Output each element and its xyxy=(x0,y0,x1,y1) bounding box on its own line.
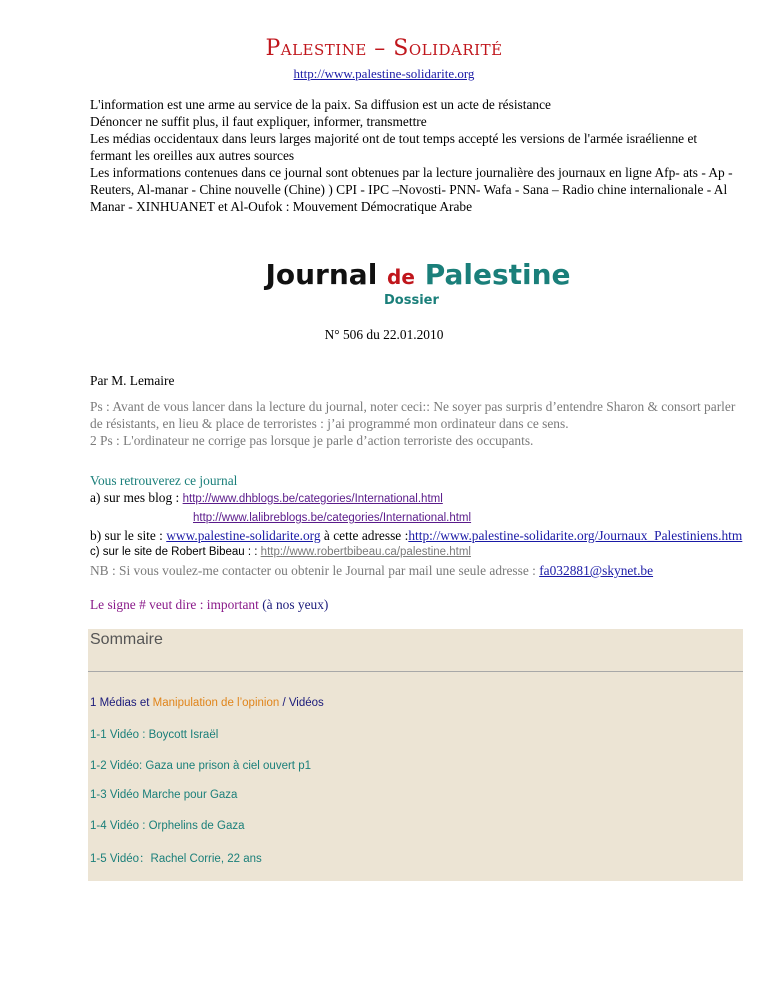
toc-item[interactable]: 1-2 Vidéo: Gaza une prison à ciel ouvert p1 xyxy=(90,760,311,772)
toc-section-1-part: 1 Médias et xyxy=(90,697,153,709)
sign-note xyxy=(90,597,328,613)
journal-title-word: de xyxy=(387,265,415,289)
toc-item[interactable]: 1-3 Vidéo Marche pour Gaza xyxy=(90,789,238,801)
postscript xyxy=(90,398,750,449)
summary-divider xyxy=(88,671,743,672)
contact-note xyxy=(90,563,760,579)
intro-line: Dénoncer ne suffit plus, il faut expliquer, informer, transmettre xyxy=(90,114,427,129)
postscript-line: Ps : Avant de vous lancer dans la lecture du journal, noter ceci:: Ne soyer pas surpris d’entendre Sharon & consort parler de résistants, en lieu & place de terroristes : j’ai programmé mon ordinateur dans ce sens. xyxy=(90,399,736,431)
journal-title-word: Journal xyxy=(265,258,378,291)
toc-section-1-part: Manipulation de l’opinion xyxy=(152,697,280,709)
blog-links-line xyxy=(90,489,750,508)
toc-item[interactable]: 1-5 Vidéo：Rachel Corrie, 22 ans xyxy=(90,853,262,865)
bibeau-link[interactable]: http://www.robertbibeau.ca/palestine.html xyxy=(260,546,471,558)
site-title: Palestine – Solidarité xyxy=(265,36,503,61)
blog-link-dhblogs[interactable]: http://www.dhblogs.be/categories/International.html xyxy=(182,493,443,505)
toc-section-1-part: / Vidéos xyxy=(279,697,324,709)
author-line: Par M. Lemaire xyxy=(90,373,175,388)
toc-section-1[interactable] xyxy=(90,697,324,709)
summary-panel xyxy=(88,629,743,881)
site-link-journaux[interactable]: http://www.palestine-solidarite.org/Journaux_Palestiniens.htm xyxy=(408,528,743,543)
toc-item[interactable]: 1-1 Vidéo : Boycott Israël xyxy=(90,729,219,741)
site-mid-text: à cette adresse : xyxy=(320,528,409,543)
issue-number: N° 506 du 22.01.2010 xyxy=(324,327,444,342)
site-label: b) sur le site : xyxy=(90,528,167,543)
toc-item[interactable]: 1-4 Vidéo : Orphelins de Gaza xyxy=(90,820,245,832)
intro-line: Les médias occidentaux dans leurs larges majorité ont de tout temps accepté les versions de l'armée israélienne et fermant les oreilles aux autres sources xyxy=(90,131,698,163)
dossier-label: Dossier xyxy=(384,293,439,308)
contact-note-text: NB : Si vous voulez-me contacter ou obtenir le Journal par mail une seule adresse : xyxy=(90,563,540,578)
sign-note-text: Le signe # veut dire : important xyxy=(90,597,263,612)
site-url-line xyxy=(0,66,768,82)
postscript-line: 2 Ps : L'ordinateur ne corrige pas lorsque je parle d’action terroriste des occupants. xyxy=(90,433,534,448)
journal-title-word: Palestine xyxy=(424,258,571,291)
where-to-find-heading: Vous retrouverez ce journal xyxy=(90,473,238,488)
blog-link-lalibre[interactable]: http://www.lalibreblogs.be/categories/International.html xyxy=(193,512,472,524)
bibeau-label: c) sur le site de Robert Bibeau : : xyxy=(90,546,261,558)
intro-line: L'information est une arme au service de la paix. Sa diffusion est un acte de résistance xyxy=(90,97,552,112)
sign-note-extra: (à nos yeux) xyxy=(262,597,329,612)
site-url-link[interactable]: http://www.palestine-solidarite.org xyxy=(293,66,475,81)
site-links-line xyxy=(90,527,750,544)
blog-label: a) sur mes blog : xyxy=(90,490,183,505)
where-to-find xyxy=(90,472,750,561)
summary-heading: Sommaire xyxy=(90,631,163,648)
site-link-home[interactable]: www.palestine-solidarite.org xyxy=(166,528,321,543)
bibeau-line xyxy=(90,544,750,561)
intro-line: Les informations contenues dans ce journal sont obtenues par la lecture journalière des journaux en ligne Afp- ats - Ap - Reuters, Al-manar - Chine nouvelle (Chine) ) CPI - IPC –Novosti- PNN- Wafa - Sana – Radio chine internalionale - Al Manar - XINHUANET et Al-Oufok : Mouvement Démocratique Arabe xyxy=(90,165,733,214)
blog-links-line-2 xyxy=(90,508,750,527)
journal-title xyxy=(0,258,768,291)
contact-email-link[interactable]: fa032881@skynet.be xyxy=(539,563,654,578)
intro-text xyxy=(90,96,740,215)
